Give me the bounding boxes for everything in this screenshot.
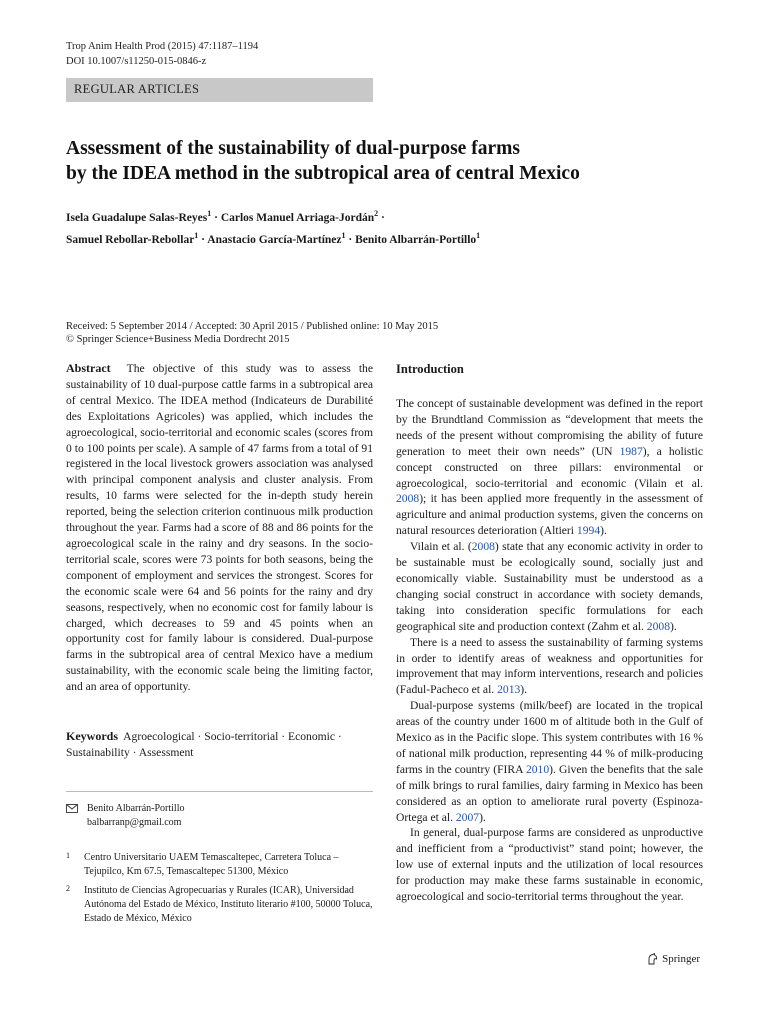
section-banner-label: REGULAR ARTICLES bbox=[74, 82, 200, 96]
author-list bbox=[66, 205, 726, 249]
affiliation-text: Centro Universitario UAEM Temascaltepec, Carretera Toluca – Tejupilco, Km 67.5, Temascaltepec 51300, México bbox=[84, 852, 339, 877]
springer-horse-icon bbox=[647, 953, 658, 965]
intro-paragraph-2: Vilain et al. (2008) state that any economic activity in order to be sustainable must be ecologically sound, socially just and economically viable. Sustainability must be understood as a changing social construct in accordance with society demands, taking into consideration specific formulations for each geographical site and production context (Zahm et al. 2008). bbox=[396, 540, 703, 633]
abstract bbox=[66, 361, 373, 695]
envelope-icon bbox=[66, 804, 78, 813]
affiliation-2 bbox=[66, 884, 374, 926]
citation-link[interactable]: 2013 bbox=[497, 683, 521, 697]
copyright: © Springer Science+Business Media Dordrecht 2015 bbox=[66, 334, 290, 345]
introduction-heading: Introduction bbox=[396, 362, 464, 376]
intro-paragraph-3: There is a need to assess the sustainability of farming systems in order to identify areas of weakness and opportunities for improvement that may inform interventions, research and policies (Fadul-Pacheco et al. 2013). bbox=[396, 635, 703, 697]
affiliation-text: Instituto de Ciencias Agropecuarias y Rurales (ICAR), Universidad Autónoma del Estado de México, Instituto literario #100, 50000 Toluca, Estado de México, México bbox=[84, 885, 373, 924]
publisher-name: Springer bbox=[662, 953, 700, 965]
citation-link[interactable]: 1994 bbox=[576, 524, 601, 538]
footnote-divider bbox=[66, 791, 373, 792]
intro-paragraph-1: The concept of sustainable development was defined in the report by the Brundtland Commission as “development that meets the needs of the present without compromising the ability of future generation to meet their own needs” (UN 1987), a holistic concept constructed on three pillars: environmental or agroecological, socio-territorial and economic (Vilain et al. 2008); it has been applied more frequently in the assessment of agriculture and animal production systems, given the concerns on natural resources deterioration (Altieri 1994). bbox=[396, 397, 703, 538]
author-affiliation: 1 bbox=[341, 230, 346, 240]
affiliation-1 bbox=[66, 851, 374, 879]
section-banner bbox=[66, 78, 373, 102]
citation-link[interactable]: 2007 bbox=[455, 810, 480, 824]
publisher-logo bbox=[647, 953, 700, 965]
citation-link[interactable]: 2008 bbox=[471, 540, 495, 554]
keywords bbox=[66, 728, 373, 761]
affiliation-number: 1 bbox=[66, 851, 70, 860]
author-separator: · bbox=[381, 211, 385, 224]
author-separator: · bbox=[201, 233, 206, 246]
author-separator: · bbox=[214, 211, 218, 224]
introduction bbox=[396, 361, 703, 905]
author-name: Isela Guadalupe Salas-Reyes bbox=[66, 211, 208, 224]
received-accepted-published: Received: 5 September 2014 / Accepted: 30 April 2015 / Published online: 10 May 2015 bbox=[66, 321, 439, 332]
title-line-2: by the IDEA method in the subtropical area of central Mexico bbox=[66, 163, 580, 184]
affiliation-number: 2 bbox=[66, 884, 70, 893]
author-separator: · bbox=[348, 233, 353, 246]
citation-link[interactable]: 2008 bbox=[396, 492, 420, 506]
keywords-label: Keywords bbox=[66, 729, 118, 743]
abstract-label: Abstract bbox=[66, 361, 111, 375]
author-name: Carlos Manuel Arriaga-Jordán bbox=[220, 211, 375, 224]
intro-paragraph-5: In general, dual-purpose farms are considered as unproductive and inefficient from a “productivist” stand point; however, the low use of external inputs and the utilization of local resources for production may make these farms sustainable in economic, agroecological and socio-territorial terms throughout the year. bbox=[396, 826, 703, 904]
doi: DOI 10.1007/s11250-015-0846-z bbox=[66, 56, 207, 67]
citation-link[interactable]: 2008 bbox=[646, 619, 670, 633]
author-affiliation: 1 bbox=[476, 230, 481, 240]
article-dates bbox=[66, 320, 438, 346]
journal-citation: Trop Anim Health Prod (2015) 47:1187–1194 bbox=[66, 41, 259, 52]
corresponding-email[interactable]: balbarranp@gmail.com bbox=[87, 817, 182, 828]
author-affiliation: 1 bbox=[207, 209, 212, 218]
author-name: Benito Albarrán-Portillo bbox=[355, 233, 477, 246]
author-affiliation: 1 bbox=[194, 230, 199, 240]
article-title bbox=[66, 136, 716, 186]
author-name: Samuel Rebollar-Rebollar bbox=[66, 233, 195, 246]
author-affiliation: 2 bbox=[374, 209, 379, 218]
correspondence bbox=[66, 802, 373, 830]
journal-header bbox=[66, 39, 258, 69]
citation-link[interactable]: 2010 bbox=[525, 762, 550, 776]
abstract-text: The objective of this study was to assess the sustainability of 10 dual-purpose cattle farms in a subtropical area of central Mexico. The IDEA method (Indicateurs de Durabilité des Exploitations Agricoles) was applied, which includes the agroecological, socio-territorial and economic scales (scores from 0 to 100 points per scale). A sample of 47 farms from a total of 91 registered in the local livestock growers association was analysed with principal component analysis and cluster analysis. From results, 10 farms were selected for the in-depth study herein reported, being the selection criterion continuous milk production throughout the year. Farms had a score of 88 and 86 points for the agroecological scale in the rainy and dry seasons. In the socio-territorial scale, scores were 73 points for both seasons, being the component of employment and services the strongest. Scores for the economic scale were 64 and 56 points for the rainy and dry seasons, respectively, when no economic cost for family labour is charged, which decreases to 59 and 45 points when an opportunity cost for family labour is considered. Dual-purpose farms in the subtropical area of central Mexico have a medium sustainability, with the economic scale being the limiting factor, and an area of opportunity. bbox=[66, 362, 373, 694]
intro-paragraph-4: Dual-purpose systems (milk/beef) are located in the tropical areas of the country under 1600 m of altitude both in the Gulf of Mexico as in the Pacific slope. This system contributes with 16 % of national milk production, representing 44 % of milk-producing farms in the country (FIRA 2010). Given the benefits that the sale of milk brings to rural families, dairy farming in Mexico has been considered as an option to ameliorate rural poverty (Espinoza-Ortega et al. 2007). bbox=[396, 699, 704, 824]
citation-link[interactable]: 1987 bbox=[619, 444, 643, 458]
corresponding-author: Benito Albarrán-Portillo bbox=[87, 803, 185, 814]
author-name: Anastacio García-Martínez bbox=[207, 233, 342, 246]
title-line-1: Assessment of the sustainability of dual-purpose farms bbox=[66, 138, 520, 159]
keywords-list: Agroecological · Socio-territorial · Economic · Sustainability · Assessment bbox=[66, 730, 342, 759]
